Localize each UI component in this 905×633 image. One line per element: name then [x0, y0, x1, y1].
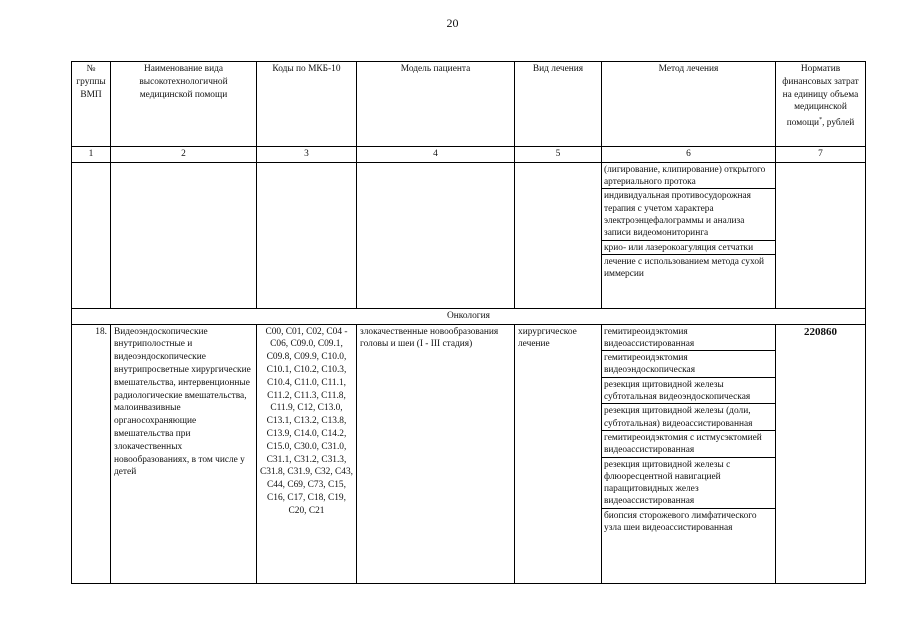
care-type-name: Видеоэндоскопические внутриполостные и видеоэндоскопические внутрипросветные хирургические вмешательства, интервенционные радиологические вмешательства, малоинвазивные органосохраняющие вмешательства при злокачественных новообразованиях, в том числе у детей: [111, 324, 257, 583]
continued-row: [72, 162, 866, 308]
method-item: резекция щитовидной железы с флюоресцентной навигацией паращитовидных желез видеоассистированная: [602, 457, 775, 508]
table-row: [72, 324, 866, 583]
group-number: 18.: [72, 324, 111, 583]
treatment-type: хирургическое лечение: [515, 324, 602, 583]
section-title: Онкология: [72, 308, 866, 324]
method-item: гемитиреоидэктомия видеоэндоскопическая: [602, 350, 775, 377]
page-number: 20: [446, 16, 459, 30]
section-row: [72, 308, 866, 324]
column-number: 3: [257, 147, 357, 163]
column-number: 4: [357, 147, 515, 163]
column-number-row: [72, 147, 866, 163]
vmp-table: [71, 61, 866, 584]
method-item: (лигирование, клипирование) открытого артериального протока: [604, 164, 766, 188]
method-item: индивидуальная противосудорожная терапия с учетом характера электроэнцефалограммы и анализа записи видеомониторинга: [602, 188, 775, 239]
patient-model: злокачественные новообразования головы и шеи (I - III стадия): [357, 324, 515, 583]
continued-methods-cell: [602, 162, 776, 308]
icd-codes: C00, C01, C02, C04 - C06, C09.0, C09.1, C09.8, C09.9, C10.0, C10.1, C10.2, C10.3, C10.4, C11.0, C11.1, C11.2, C11.3, C11.8, C11.9, C12, C13.0, C13.1, C13.2, C13.8, C13.9, C14.0, C14.2, C15.0, C30.0, C31.0, C31.1, C31.2, C31.3, C31.8, C31.9, C32, C43, C44, C69, C73, C15, C16, C17, C18, C19, C20, C21: [257, 324, 357, 583]
header-patient-model: Модель пациента: [357, 62, 515, 147]
column-number: 6: [602, 147, 776, 163]
header-icd-codes: Коды по МКБ-10: [257, 62, 357, 147]
cost-value: 220860: [776, 324, 866, 583]
column-number: 5: [515, 147, 602, 163]
method-item: резекция щитовидной железы (доли, субтотальная) видеоассистированная: [602, 403, 775, 430]
method-item: лечение с использованием метода сухой иммерсии: [602, 254, 775, 281]
method-item: резекция щитовидной железы субтотальная видеоэндоскопическая: [602, 377, 775, 404]
method-item: крио- или лазерокоагуляция сетчатки: [602, 240, 775, 254]
header-cost-norm: Норматив финансовых затрат на единицу объема медицинской помощи*, рублей: [776, 62, 866, 147]
method-item: гемитиреоидэктомия видеоассистированная: [604, 326, 695, 349]
methods-cell: [602, 324, 776, 583]
header-group-number: № группы ВМП: [72, 62, 111, 147]
header-row: [72, 62, 866, 147]
column-number: 1: [72, 147, 111, 163]
method-item: гемитиреоидэктомия с истмусэктомией видеоассистированная: [602, 430, 775, 457]
method-item: биопсия сторожевого лимфатического узла шеи видеоассистированная: [602, 508, 775, 535]
column-number: 7: [776, 147, 866, 163]
column-number: 2: [111, 147, 257, 163]
header-care-type: Наименование вида высокотехнологичной медицинской помощи: [111, 62, 257, 147]
header-treatment-type: Вид лечения: [515, 62, 602, 147]
header-treatment-method: Метод лечения: [602, 62, 776, 147]
